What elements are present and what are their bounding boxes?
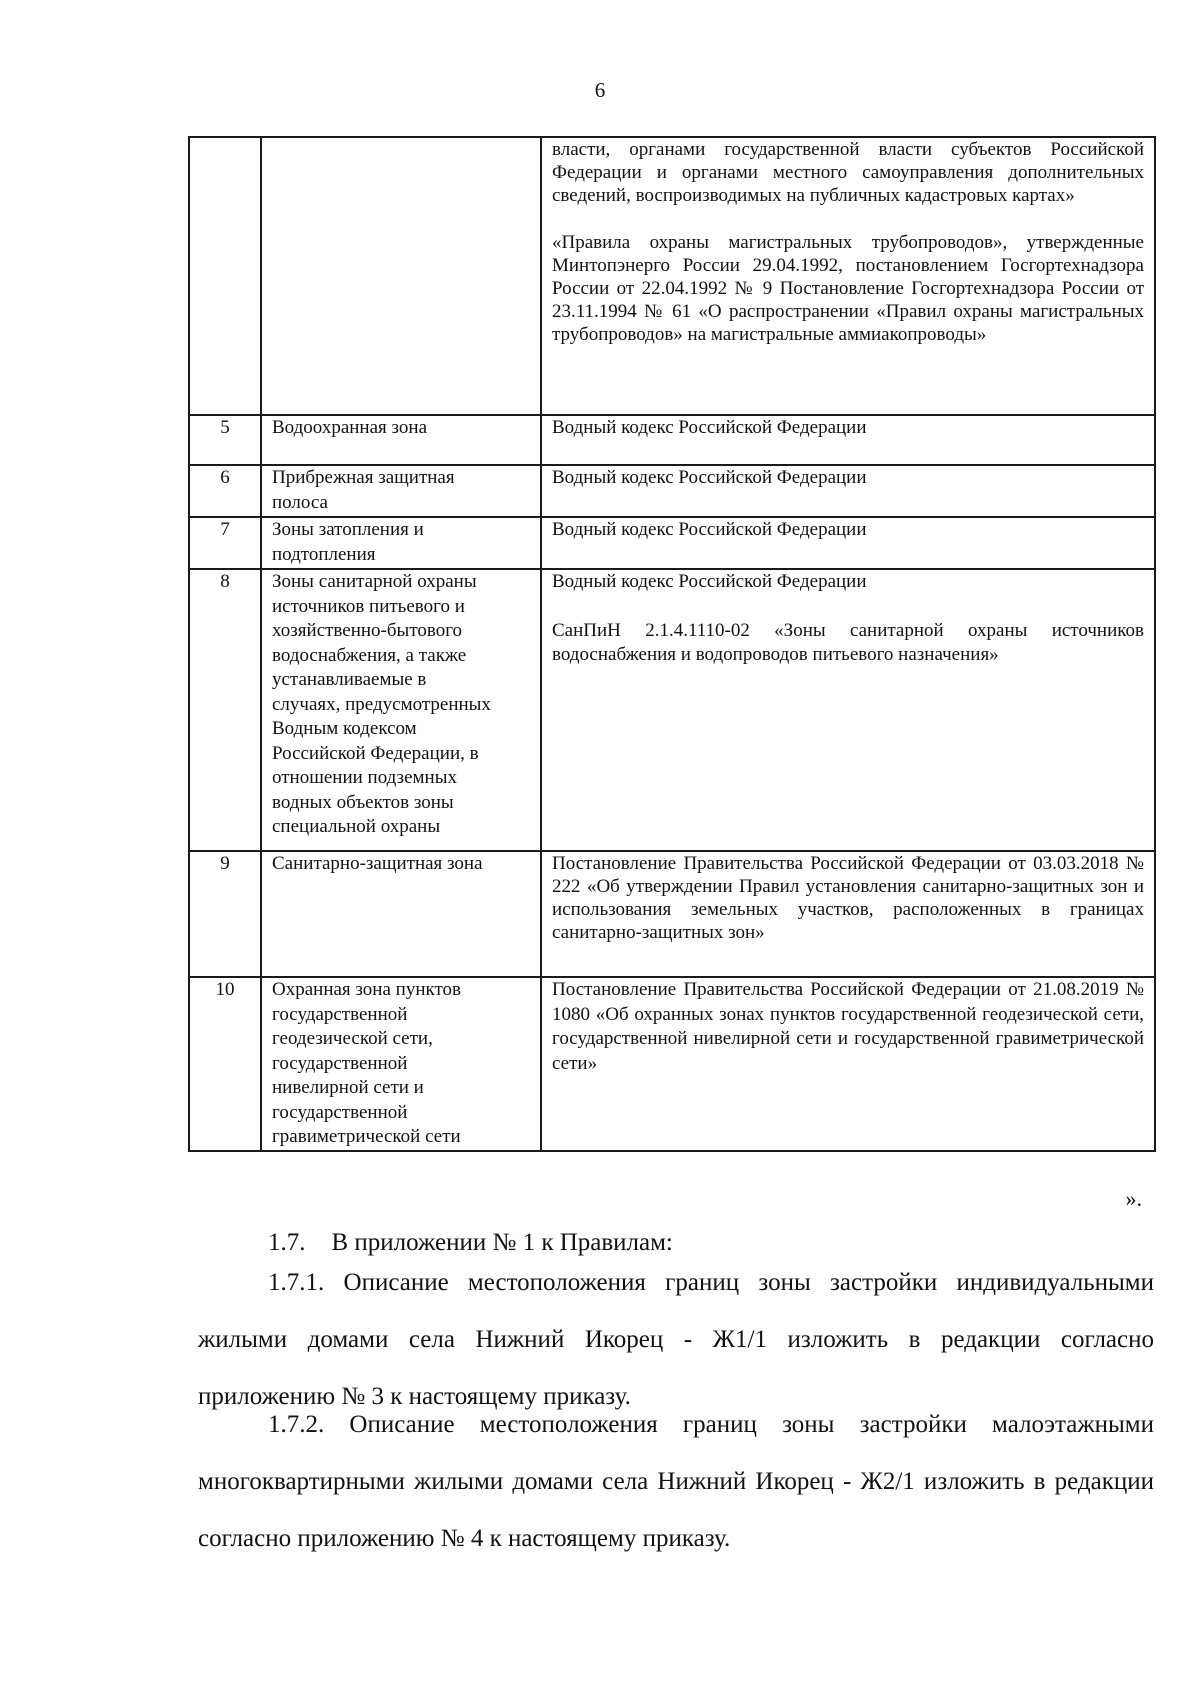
- legal-basis-text: власти, органами государственной власти субъектов Российской Федерации и органами местного самоуправления дополнительных сведений, воспроизводимых на публичных кадастровых картах»: [552, 139, 1144, 206]
- section-1-7-label: 1.7.: [268, 1229, 306, 1256]
- legal-basis-text: Водный кодекс Российской Федерации: [552, 571, 867, 592]
- zone-name-text: Зоны санитарной охраны источников питьевого и хозяйственно-бытового водоснабжения, а также устанавливаемые в случаях, предусмотренных Водным кодексом Российской Федерации, в отношении подземных водных объектов зоны специальной охраны: [272, 571, 491, 837]
- row-number: 10: [189, 977, 261, 1151]
- table-row: [189, 851, 1155, 977]
- table-row: [189, 517, 1155, 569]
- section-1-7-1-text: 1.7.1. Описание местоположения границ зоны застройки индивидуальными жилыми домами села Нижний Икорец - Ж1/1 изложить в редакции согласно приложению № 3 к настоящему приказу.: [198, 1269, 1154, 1410]
- row-number: 9: [189, 851, 261, 977]
- legal-basis-cell: [541, 851, 1155, 977]
- zone-name: Санитарно-защитная зона: [261, 851, 541, 977]
- legal-basis-cell: [541, 977, 1155, 1151]
- table-row: [189, 465, 1155, 517]
- zone-name: [261, 517, 541, 569]
- zone-name: Водоохранная зона: [261, 415, 541, 465]
- zone-name-text: Охранная зона пунктов государственной геодезической сети, государственной нивелирной сети и государственной гравиметрической сети: [272, 979, 461, 1147]
- legal-basis-text: Постановление Правительства Российской Федерации от 21.08.2019 № 1080 «Об охранных зонах пунктов государственной геодезической сети, государственной нивелирной сети и государственной гравиметрической сети»: [552, 979, 1144, 1074]
- zone-name: [261, 465, 541, 517]
- zone-name: [261, 569, 541, 851]
- table-row: [189, 977, 1155, 1151]
- legal-basis-text: Водный кодекс Российской Федерации: [552, 417, 867, 438]
- row-number: 5: [189, 415, 261, 465]
- zone-name: [261, 977, 541, 1151]
- legal-basis-cell: [541, 517, 1155, 569]
- table-row: [189, 415, 1155, 465]
- table-row: [189, 137, 1155, 415]
- legal-basis-cell: [541, 465, 1155, 517]
- row-number: 6: [189, 465, 261, 517]
- legal-basis-cell: [541, 137, 1155, 415]
- section-1-7-2: [198, 1396, 1154, 1567]
- row-number: 7: [189, 517, 261, 569]
- legal-basis-text: СанПиН 2.1.4.1110-02 «Зоны санитарной охраны источников водоснабжения и водопроводов питьевого назначения»: [552, 619, 1144, 665]
- legal-basis-text: Водный кодекс Российской Федерации: [552, 519, 867, 540]
- row-number: [189, 137, 261, 415]
- table-row: [189, 569, 1155, 851]
- section-1-7-2-text: 1.7.2. Описание местоположения границ зоны застройки малоэтажными многоквартирными жилыми домами села Нижний Икорец - Ж2/1 изложить в редакции согласно приложению № 4 к настоящему приказу.: [198, 1411, 1154, 1552]
- row-number: 8: [189, 569, 261, 851]
- legal-basis-text: Водный кодекс Российской Федерации: [552, 467, 867, 488]
- page-number: 6: [594, 78, 606, 102]
- legal-basis-cell: [541, 415, 1155, 465]
- section-1-7-text: В приложении № 1 к Правилам:: [331, 1229, 673, 1256]
- zone-name-text: Прибрежная защитная полоса: [272, 467, 455, 513]
- zone-name-text: Зоны затопления и подтопления: [272, 519, 424, 565]
- legal-basis-text: Постановление Правительства Российской Федерации от 03.03.2018 № 222 «Об утверждении Правил установления санитарно-защитных зон и использования земельных участков, расположенных в границах санитарно-защитных зон»: [552, 853, 1144, 943]
- legal-basis-cell: [541, 569, 1155, 851]
- legal-basis-text: «Правила охраны магистральных трубопроводов», утвержденные Минтопэнерго России 29.04.1992, постановлением Госгортехнадзора России от 22.04.1992 № 9 Постановление Госгортехнадзора России от 23.11.1994 № 61 «О распространении «Правил охраны магистральных трубопроводов» на магистральные аммиакопроводы»: [552, 232, 1144, 345]
- legal-basis-table: [188, 136, 1156, 1152]
- zone-name: [261, 137, 541, 415]
- closing-quote-mark: ».: [1125, 1186, 1142, 1211]
